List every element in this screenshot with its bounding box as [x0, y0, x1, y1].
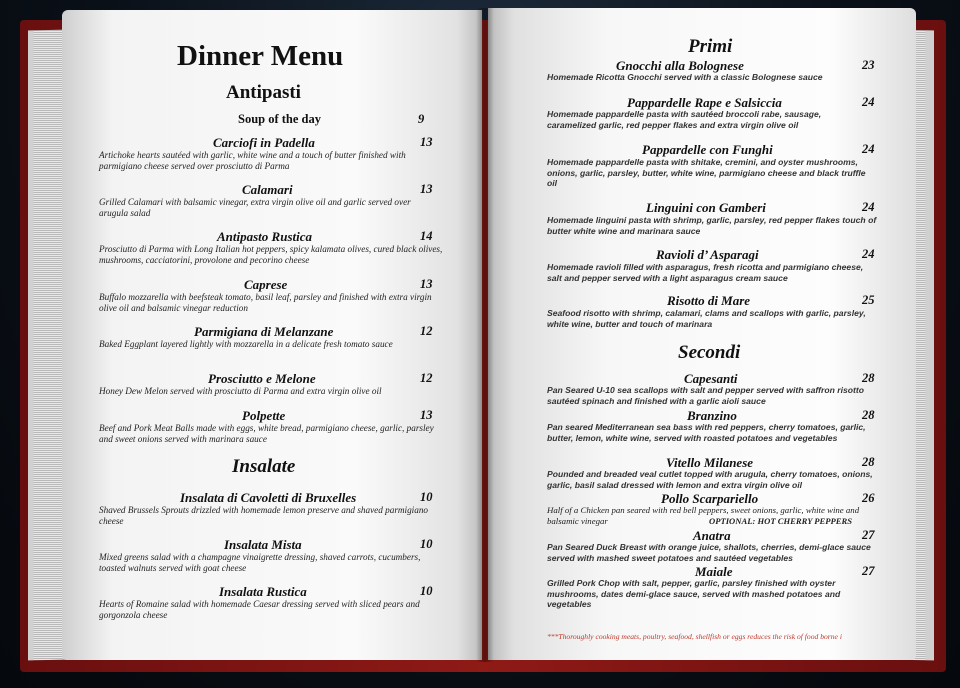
menu-item-description: Baked Eggplant layered lightly with mozzarella in a delicate fresh tomato sauce	[99, 339, 393, 349]
menu-item-description: Pan seared Mediterranean sea bass with red peppers, cherry tomatoes, garlic, butter, lemon, white wine, served with roasted potatoes and vegetables	[547, 422, 866, 443]
menu-item-description: Pan Seared U-10 sea scallops with salt and pepper served with saffron risotto sautéed spinach and finished with a garlic aioli sauce	[547, 385, 864, 406]
menu-item-description: Homemade linguini pasta with shrimp, garlic, parsley, red pepper flakes touch of butter white wine and marinara sauce	[547, 215, 877, 236]
menu-item-description: Pounded and breaded veal cutlet topped with arugula, cherry tomatoes, onions, garlic, basil salad dressed with lemon and extra virgin olive oil	[547, 469, 873, 490]
menu-item-price: 13	[420, 277, 433, 291]
menu-item-name: Risotto di Mare	[667, 293, 751, 308]
section-title-secondi: Secondi	[678, 342, 741, 363]
menu-item-description: Honey Dew Melon served with prosciutto di Parma and extra virgin olive oil	[99, 386, 382, 396]
menu-item-description: Homemade Ricotta Gnocchi served with a classic Bolognese sauce	[547, 72, 823, 82]
menu-item-description: Seafood risotto with shrimp, calamari, clams and scallops with garlic, parsley, white wine, butter and touch of marinara	[547, 308, 866, 329]
menu-item-name: Anatra	[693, 528, 731, 543]
menu-item-name: Caprese	[244, 277, 288, 292]
menu-item-description: Buffalo mozzarella with beefsteak tomato, basil leaf, parsley and finished with extra virgin olive oil and balsamic vinegar reduction	[99, 292, 432, 313]
menu-item-price: 10	[420, 584, 433, 598]
menu-item-name: Insalata Mista	[224, 537, 302, 552]
menu-item-price: 27	[862, 528, 875, 542]
menu-item-price: 12	[420, 371, 433, 385]
menu-item-price: 10	[420, 537, 433, 551]
menu-item-description: Pan Seared Duck Breast with orange juice, shallots, cherries, demi-glace sauce served with mashed sweet potatoes and sautéed vegetables	[547, 542, 871, 563]
menu-item-description: Grilled Pork Chop with salt, pepper, garlic, parsley finished with oyster mushrooms, dates demi-glace sauce, served with mashed potatoes and vegetables	[547, 578, 841, 609]
menu-item-name: Ravioli d’ Asparagi	[656, 247, 759, 262]
menu-item-name: Maiale	[695, 564, 733, 579]
book-spine	[476, 8, 494, 662]
menu-item-name: Pappardelle Rape e Salsiccia	[627, 95, 782, 110]
menu-item-name: Calamari	[242, 182, 293, 197]
menu-item-description: Homemade pappardelle pasta with shitake, cremini, and oyster mushrooms, onions, garlic, parsley, butter, white wine, parmigiano cheese and black truffle oil	[547, 157, 866, 188]
menu-item-description: Prosciutto di Parma with Long Italian hot peppers, spicy kalamata olives, cured black olives, mushrooms, cacciatorini, provolone and pecorino cheese	[99, 244, 443, 265]
menu-item-description: Homemade ravioli filled with asparagus, fresh ricotta and parmigiano cheese, salt and pepper served with a light asparagus cream sauce	[547, 262, 864, 283]
menu-item-name: Carciofi in Padella	[213, 135, 315, 150]
menu-item-price: 24	[862, 142, 875, 156]
menu-item-price: 13	[420, 135, 433, 149]
menu-item-name: Insalata di Cavoletti di Bruxelles	[180, 490, 357, 505]
menu-item-price: 10	[420, 490, 433, 504]
menu-item-price: 13	[420, 182, 433, 196]
menu-item-name: Insalata Rustica	[219, 584, 307, 599]
menu-item-name: Linguini con Gamberi	[646, 200, 766, 215]
optional-note: OPTIONAL: HOT CHERRY PEPPERS	[709, 516, 853, 526]
food-safety-footnote: ***Thoroughly cooking meats, poultry, seafood, shellfish or eggs reduces the risk of food borne i	[547, 632, 842, 641]
menu-item-name: Antipasto Rustica	[217, 229, 312, 244]
menu-item-description: Homemade pappardelle pasta with sautéed broccoli rabe, sausage, caramelized garlic, red pepper flakes and extra virgin olive oil	[547, 109, 822, 130]
menu-item-description: Beef and Pork Meat Balls made with eggs, white bread, parmigiano cheese, garlic, parsley and sweet onions served with marinara sauce	[99, 423, 434, 444]
menu-item-price: 26	[862, 491, 875, 505]
menu-item-price: 12	[420, 324, 433, 338]
menu-item-description: Mixed greens salad with a champagne vinaigrette dressing, shaved carrots, cucumbers, toasted walnuts served with goat cheese	[99, 552, 421, 573]
menu-item-price: 28	[862, 408, 875, 422]
menu-title: Dinner Menu	[177, 40, 344, 72]
menu-item-name: Pappardelle con Funghi	[642, 142, 773, 157]
menu-item-description: Half of a Chicken pan seared with red bell peppers, sweet onions, garlic, white wine and balsamic vinegar	[547, 505, 860, 526]
menu-item-price: 13	[420, 408, 433, 422]
menu-item-name: Vitello Milanese	[666, 455, 754, 470]
menu-item-name: Pollo Scarpariello	[661, 491, 759, 506]
menu-item-price: 27	[862, 564, 875, 578]
menu-item-price: 9	[418, 112, 425, 126]
menu-item-description: Shaved Brussels Sprouts drizzled with homemade lemon preserve and shaved parmigiano cheese	[99, 505, 429, 526]
menu-item-price: 24	[862, 200, 875, 214]
menu-item-price: 24	[862, 247, 875, 261]
menu-item-price: 25	[862, 293, 875, 307]
menu-item-name: Polpette	[242, 408, 286, 423]
menu-item-name: Soup of the day	[238, 112, 322, 126]
menu-item-description: Artichoke hearts sautéed with garlic, white wine and a touch of butter finished with parmigiano cheese served over prosciutto di Parma	[99, 150, 406, 171]
left-page	[62, 10, 482, 660]
menu-item-name: Prosciutto e Melone	[208, 371, 316, 386]
menu-item-description: Grilled Calamari with balsamic vinegar, extra virgin olive oil and garlic served over arugula salad	[99, 197, 411, 218]
menu-item-price: 28	[862, 371, 875, 385]
menu-item-price: 28	[862, 455, 875, 469]
menu-item-description: Hearts of Romaine salad with homemade Caesar dressing served with sliced pears and gorgonzola cheese	[99, 599, 420, 620]
menu-item-name: Parmigiana di Melanzane	[194, 324, 334, 339]
right-page	[488, 8, 916, 660]
menu-item-name: Capesanti	[684, 371, 738, 386]
menu-item-price: 24	[862, 95, 875, 109]
menu-item-name: Branzino	[687, 408, 737, 423]
section-title-insalate: Insalate	[232, 456, 296, 477]
section-title-antipasti: Antipasti	[226, 82, 301, 103]
menu-item-price: 14	[420, 229, 433, 243]
section-title-primi: Primi	[688, 36, 733, 57]
menu-item-price: 23	[862, 58, 875, 72]
menu-item-name: Gnocchi alla Bolognese	[616, 58, 744, 73]
